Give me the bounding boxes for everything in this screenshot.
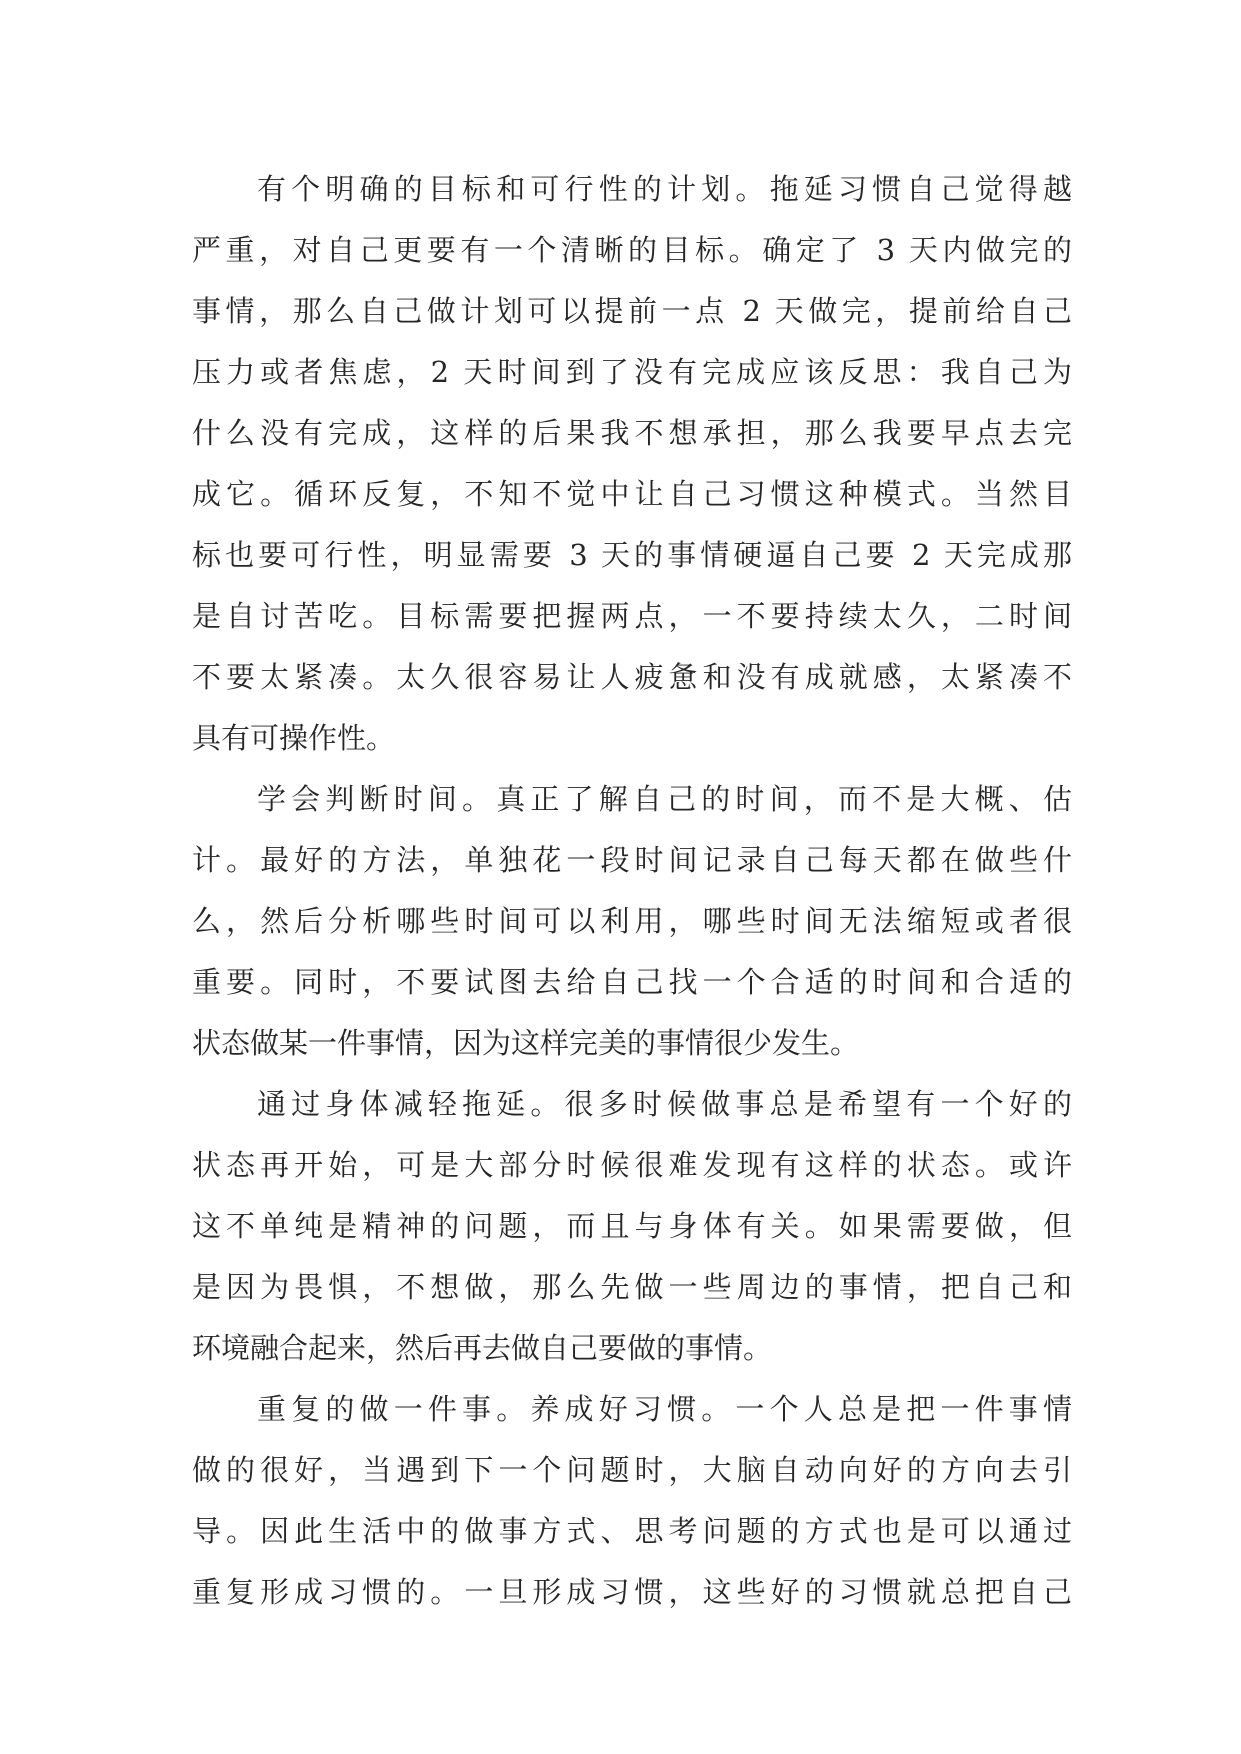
- paragraph-1-line: 标也要可行性，明显需要 3 天的事情硬逼自己要 2 天完成那: [192, 538, 1072, 572]
- paragraph-2-line: 计。最好的方法，单独花一段时间记录自己每天都在做些什: [192, 843, 1072, 877]
- paragraph-3-line: 这不单纯是精神的问题，而且与身体有关。如果需要做，但: [192, 1209, 1072, 1243]
- paragraph-1-line: 严重，对自己更要有一个清晰的目标。确定了 3 天内做完的: [192, 233, 1072, 267]
- paragraph-2-line: 么，然后分析哪些时间可以利用，哪些时间无法缩短或者很: [192, 904, 1072, 938]
- paragraph-2-line: 状态做某一件事情，因为这样完美的事情很少发生。: [192, 1026, 860, 1060]
- paragraph-1-line: 具有可操作性。: [192, 721, 396, 755]
- paragraph-1-line: 成它。循环反复，不知不觉中让自己习惯这种模式。当然目: [192, 477, 1072, 511]
- paragraph-3-line: 是因为畏惧，不想做，那么先做一些周边的事情，把自己和: [192, 1270, 1072, 1304]
- paragraph-3-line: 环境融合起来，然后再去做自己要做的事情。: [192, 1331, 773, 1365]
- document-body: [192, 159, 1072, 1623]
- paragraph-2-line: 重要。同时，不要试图去给自己找一个合适的时间和合适的: [192, 965, 1072, 999]
- paragraph-3-line: 状态再开始，可是大部分时候很难发现有这样的状态。或许: [192, 1148, 1072, 1182]
- paragraph-2-line: 学会判断时间。真正了解自己的时间，而不是大概、估: [257, 782, 1072, 816]
- paragraph-1-line: 压力或者焦虑，2 天时间到了没有完成应该反思：我自己为: [192, 355, 1072, 389]
- paragraph-4-line: 重复的做一件事。养成好习惯。一个人总是把一件事情: [257, 1392, 1072, 1426]
- paragraph-1-line: 是自讨苦吃。目标需要把握两点，一不要持续太久，二时间: [192, 599, 1072, 633]
- paragraph-3-line: 通过身体减轻拖延。很多时候做事总是希望有一个好的: [257, 1087, 1072, 1121]
- paragraph-4-line: 重复形成习惯的。一旦形成习惯，这些好的习惯就总把自己: [192, 1575, 1072, 1609]
- paragraph-1-line: 什么没有完成，这样的后果我不想承担，那么我要早点去完: [192, 416, 1072, 450]
- paragraph-1-line: 有个明确的目标和可行性的计划。拖延习惯自己觉得越: [257, 172, 1072, 206]
- paragraph-1-line: 事情，那么自己做计划可以提前一点 2 天做完，提前给自己: [192, 294, 1072, 328]
- paragraph-4-line: 做的很好，当遇到下一个问题时，大脑自动向好的方向去引: [192, 1453, 1072, 1487]
- paragraph-1-line: 不要太紧凑。太久很容易让人疲惫和没有成就感，太紧凑不: [192, 660, 1072, 694]
- paragraph-4-line: 导。因此生活中的做事方式、思考问题的方式也是可以通过: [192, 1514, 1072, 1548]
